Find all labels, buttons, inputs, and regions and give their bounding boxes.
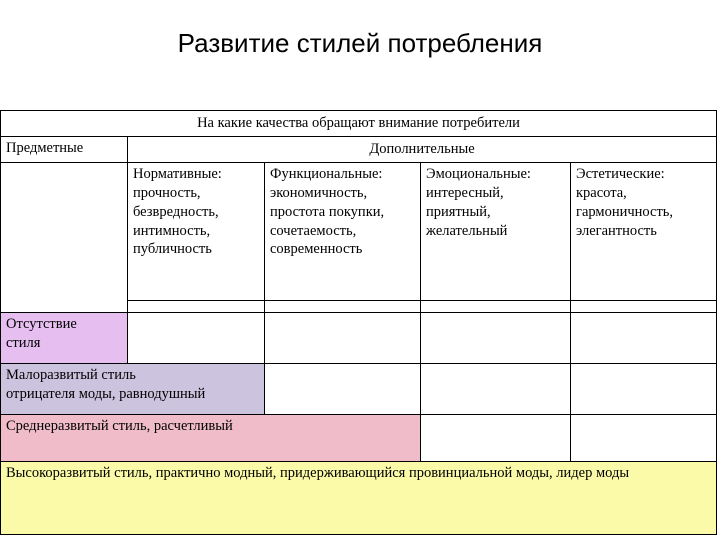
absent-empty-2 — [265, 313, 421, 364]
predmetnye-empty-cell — [1, 163, 128, 313]
normative-empty-cell — [128, 301, 265, 313]
functional-empty-cell — [265, 301, 421, 313]
quality-emotional: Эмоциональные: интересный, приятный, желательный — [421, 163, 571, 301]
quality-normative: Нормативные: прочность, безвредность, интимность, публичность — [128, 163, 265, 301]
low-empty-2 — [421, 364, 571, 415]
style-medium: Среднеразвитый стиль, расчетливый — [1, 415, 421, 462]
header-question-text: На какие качества обращают внимание потребители — [197, 115, 520, 132]
low-empty-1 — [265, 364, 421, 415]
header-question — [1, 111, 717, 137]
absent-empty-3 — [421, 313, 571, 364]
absent-empty-1 — [128, 313, 265, 364]
medium-empty-1 — [421, 415, 571, 462]
consumption-styles-table — [0, 110, 717, 535]
header-predmetnye-text: Предметные — [6, 140, 84, 156]
absent-empty-4 — [571, 313, 717, 364]
style-absent: Отсутствие стиля — [1, 313, 128, 364]
medium-empty-2 — [571, 415, 717, 462]
quality-aesthetic: Эстетические: красота, гармоничность, элегантность — [571, 163, 717, 301]
quality-functional: Функциональные: экономичность, простота покупки, сочетаемость, современность — [265, 163, 421, 301]
style-low: Малоразвитый стиль отрицателя моды, равнодушный — [1, 364, 265, 415]
emotional-empty-cell — [421, 301, 571, 313]
aesthetic-empty-cell — [571, 301, 717, 313]
header-predmetnye — [1, 137, 128, 163]
style-high: Высокоразвитый стиль, практично модный, придерживающийся провинциальной моды, лидер моды — [1, 462, 717, 535]
header-dopolnitelnye-text: Дополнительные — [369, 141, 475, 158]
slide-title: Развитие стилей потребления — [177, 28, 543, 58]
low-empty-3 — [571, 364, 717, 415]
header-dopolnitelnye — [128, 137, 717, 163]
